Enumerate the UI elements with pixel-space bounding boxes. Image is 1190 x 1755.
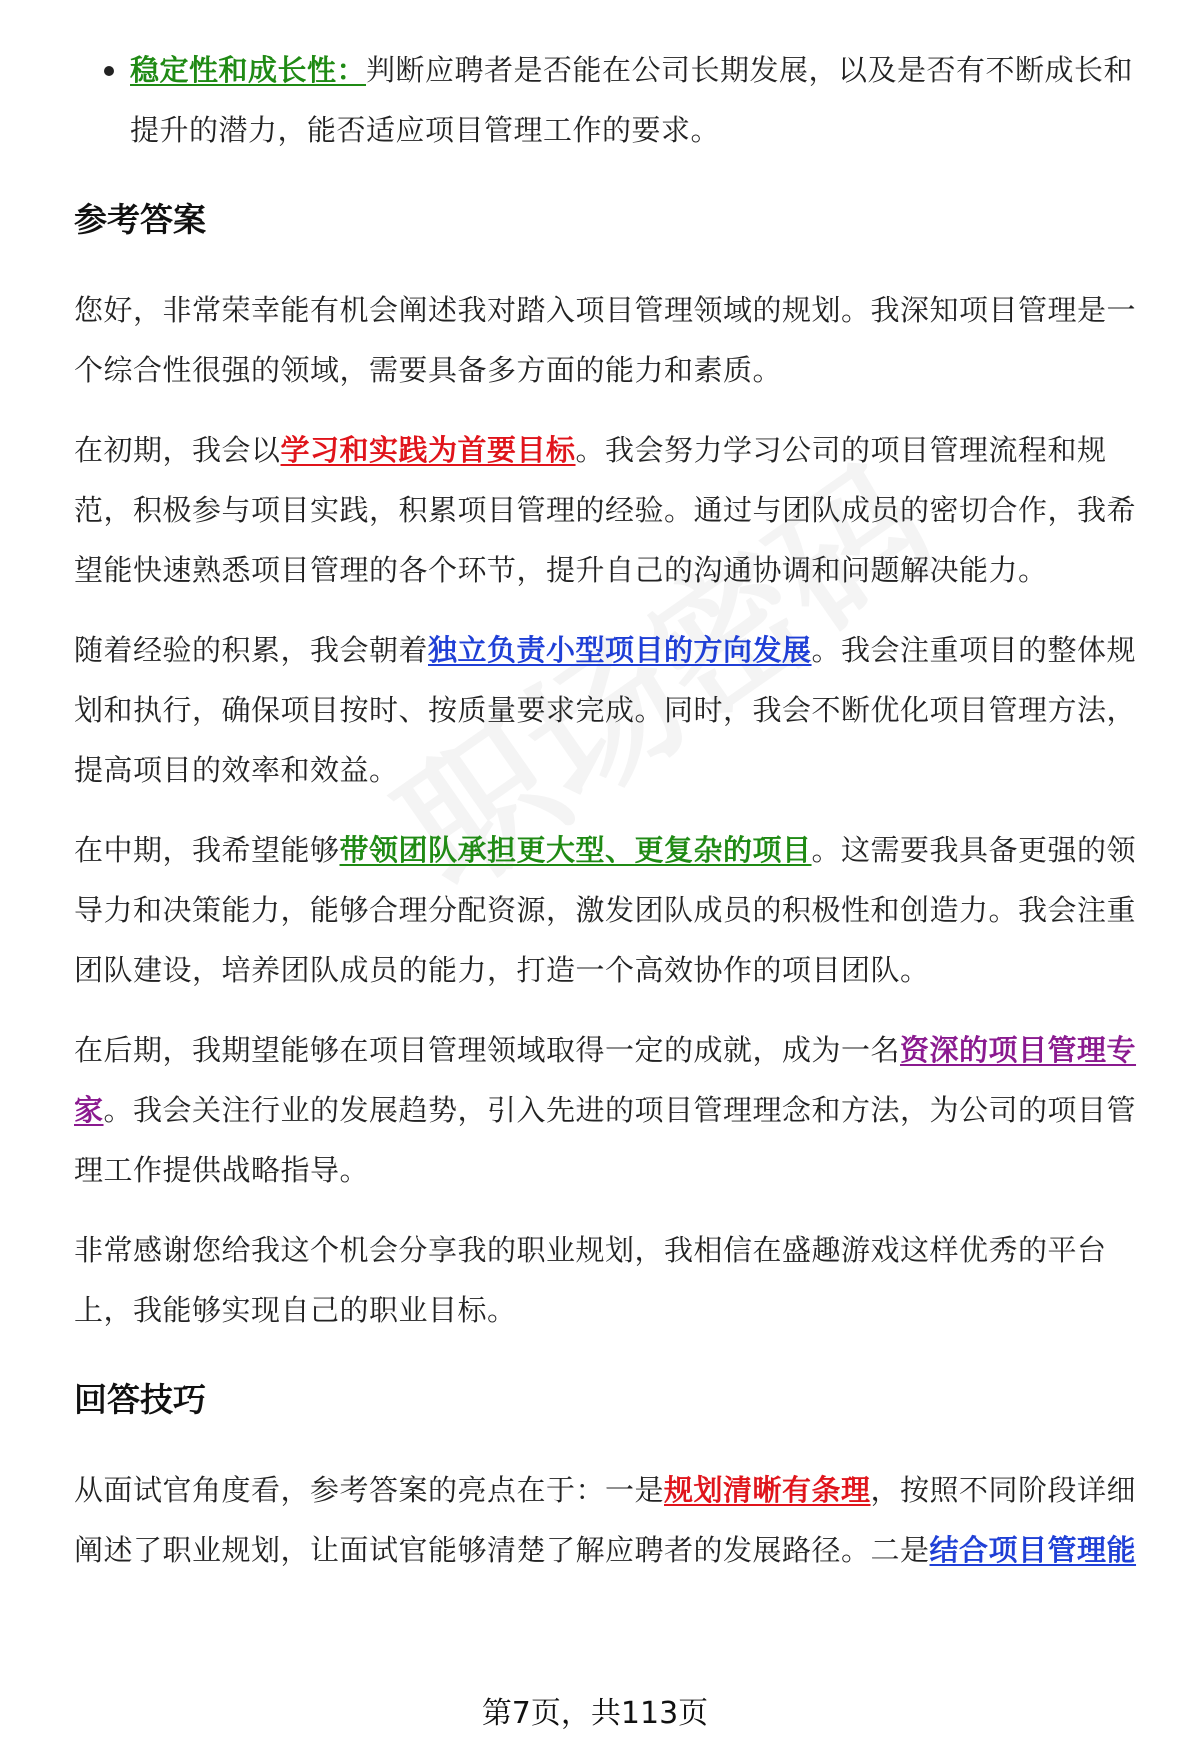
paragraph-early-stage: 在初期，我会以学习和实践为首要目标。我会努力学习公司的项目管理流程和规范，积极参与项目实践，积累项目管理的经验。通过与团队成员的密切合作，我希望能快速熟悉项目管理的各个环节，提升自己的沟通协调和问题解决能力。 bbox=[74, 433, 1137, 587]
paragraph-mid-stage: 在中期，我希望能够带领团队承担更大型、更复杂的项目。这需要我具备更强的领导力和决策能力，能够合理分配资源，激发团队成员的积极性和创造力。我会注重团队建设，培养团队成员的能力，打造一个高效协作的项目团队。 bbox=[74, 833, 1137, 987]
highlight-senior-expert: 资深的项目管理专家 bbox=[74, 1033, 1137, 1127]
paragraph-growth: 随着经验的积累，我会朝着独立负责小型项目的方向发展。我会注重项目的整体规划和执行，确保项目按时、按质量要求完成。同时，我会不断优化项目管理方法，提高项目的效率和效益。 bbox=[74, 633, 1137, 787]
section-title-reference-answer: 参考答案 bbox=[74, 200, 206, 239]
bullet-item bbox=[74, 40, 1160, 160]
highlight-clear-plan: 规划清晰有条理 bbox=[664, 1473, 871, 1507]
highlight-combine-pm: 结合项目管理能 bbox=[929, 1533, 1137, 1567]
highlight-stability: 稳定性和成长性： bbox=[130, 53, 367, 87]
bullet-text: 稳定性和成长性：判断应聘者是否能在公司长期发展，以及是否有不断成长和提升的潜力，能否适应项目管理工作的要求。 bbox=[130, 53, 1134, 147]
highlight-lead-team: 带领团队承担更大型、更复杂的项目 bbox=[339, 833, 812, 867]
paragraph-late-stage: 在后期，我期望能够在项目管理领域取得一定的成就，成为一名资深的项目管理专家。我会关注行业的发展趋势，引入先进的项目管理理念和方法，为公司的项目管理工作提供战略指导。 bbox=[74, 1033, 1137, 1187]
highlight-small-projects: 独立负责小型项目的方向发展 bbox=[428, 633, 812, 667]
paragraph-tips: 从面试官角度看，参考答案的亮点在于：一是规划清晰有条理，按照不同阶段详细阐述了职业规划，让面试官能够清楚了解应聘者的发展路径。二是结合项目管理能 bbox=[74, 1473, 1137, 1567]
highlight-learning-practice: 学习和实践为首要目标 bbox=[280, 433, 576, 467]
section-title-answer-tips: 回答技巧 bbox=[74, 1380, 206, 1419]
paragraph-intro: 您好，非常荣幸能有机会阐述我对踏入项目管理领域的规划。我深知项目管理是一个综合性很强的领域，需要具备多方面的能力和素质。 bbox=[74, 293, 1137, 387]
page-number: 第7页，共113页 bbox=[481, 1696, 709, 1731]
paragraph-thanks: 非常感谢您给我这个机会分享我的职业规划，我相信在盛趣游戏这样优秀的平台上，我能够实现自己的职业目标。 bbox=[74, 1233, 1107, 1327]
page-content bbox=[74, 40, 1160, 1580]
bullet-dot-icon bbox=[104, 66, 114, 76]
